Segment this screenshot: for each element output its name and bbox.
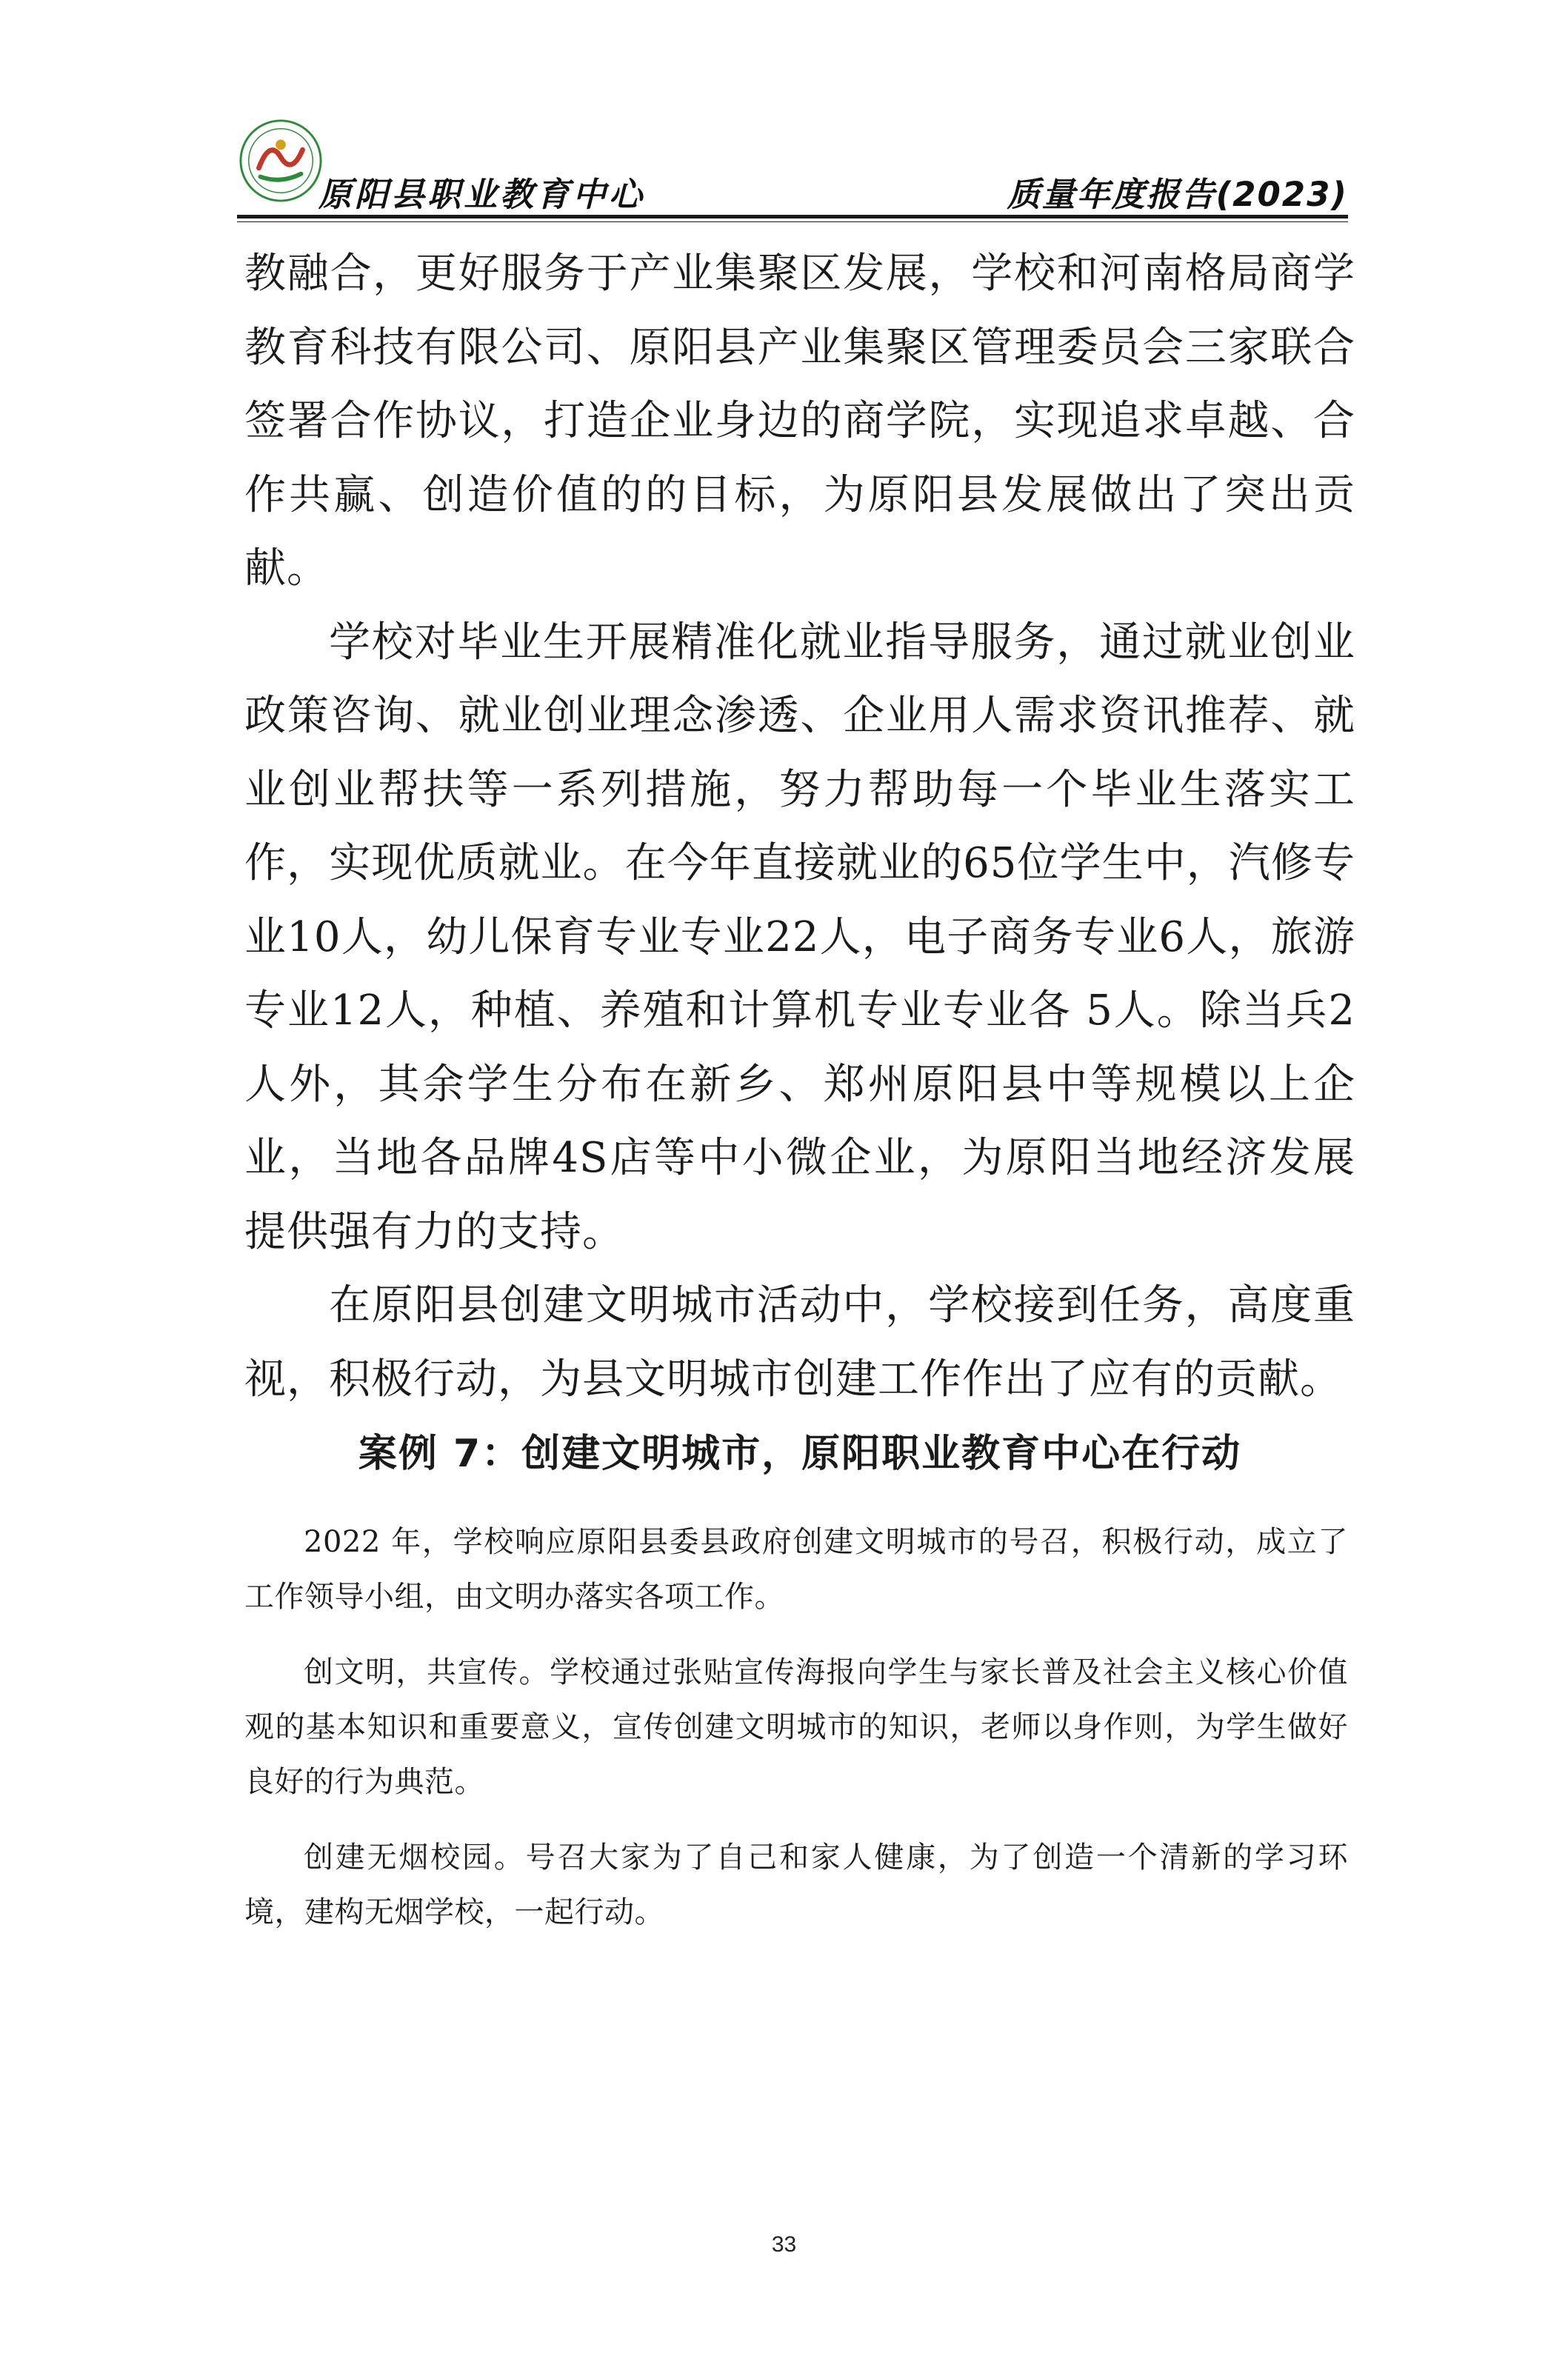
page-header [237, 111, 1348, 215]
case-paragraph: 创建无烟校园。号召大家为了自己和家人健康，为了创造一个清新的学习环境，建构无烟学校，一起行动。 [244, 1840, 1348, 1929]
body-paragraph: 教融合，更好服务于产业集聚区发展，学校和河南格局商学教育科技有限公司、原阳县产业集聚区管理委员会三家联合签署合作协议，打造企业身边的商学院，实现追求卓越、合作共赢、创造价值的的目标，为原阳县发展做出了突出贡献。 [244, 250, 1355, 593]
main-body [244, 237, 1355, 1416]
case-title: 案例 7：创建文明城市，原阳职业教育中心在行动 [358, 1432, 1242, 1476]
body-paragraph: 学校对毕业生开展精准化就业指导服务，通过就业创业政策咨询、就业创业理念渗透、企业用人需求资讯推荐、就业创业帮扶等一系列措施，努力帮助每一个毕业生落实工作，实现优质就业。在今年直接就业的65位学生中，汽修专业10人，幼儿保育专业专业22人，电子商务专业6人，旅游专业12人，种植、养殖和计算机专业专业各 5人。除当兵2人外，其余学生分布在新乡、郑州原阳县中等规模以上企业，当地各品牌4S店等中小微企业，为原阳当地经济发展提供强有力的支持。 [244, 618, 1355, 1256]
case-paragraph: 2022 年，学校响应原阳县委县政府创建文明城市的号召，积极行动，成立了工作领导小组，由文明办落实各项工作。 [244, 1525, 1348, 1614]
header-divider [237, 215, 1348, 218]
school-logo-icon [237, 117, 324, 204]
school-name: 原阳县职业教育中心 [318, 175, 646, 214]
case-body [244, 1515, 1348, 1960]
header-divider-thin [237, 221, 1348, 222]
case-paragraph: 创文明，共宣传。学校通过张贴宣传海报向学生与家长普及社会主义核心价值观的基本知识和重要意义，宣传创建文明城市的知识，老师以身作则，为学生做好良好的行为典范。 [244, 1655, 1348, 1799]
body-paragraph: 在原阳县创建文明城市活动中，学校接到任务，高度重视，积极行动，为县文明城市创建工作作出了应有的贡献。 [244, 1281, 1355, 1404]
report-title: 质量年度报告(2023) [1007, 175, 1348, 214]
page-number: 33 [771, 2232, 797, 2257]
